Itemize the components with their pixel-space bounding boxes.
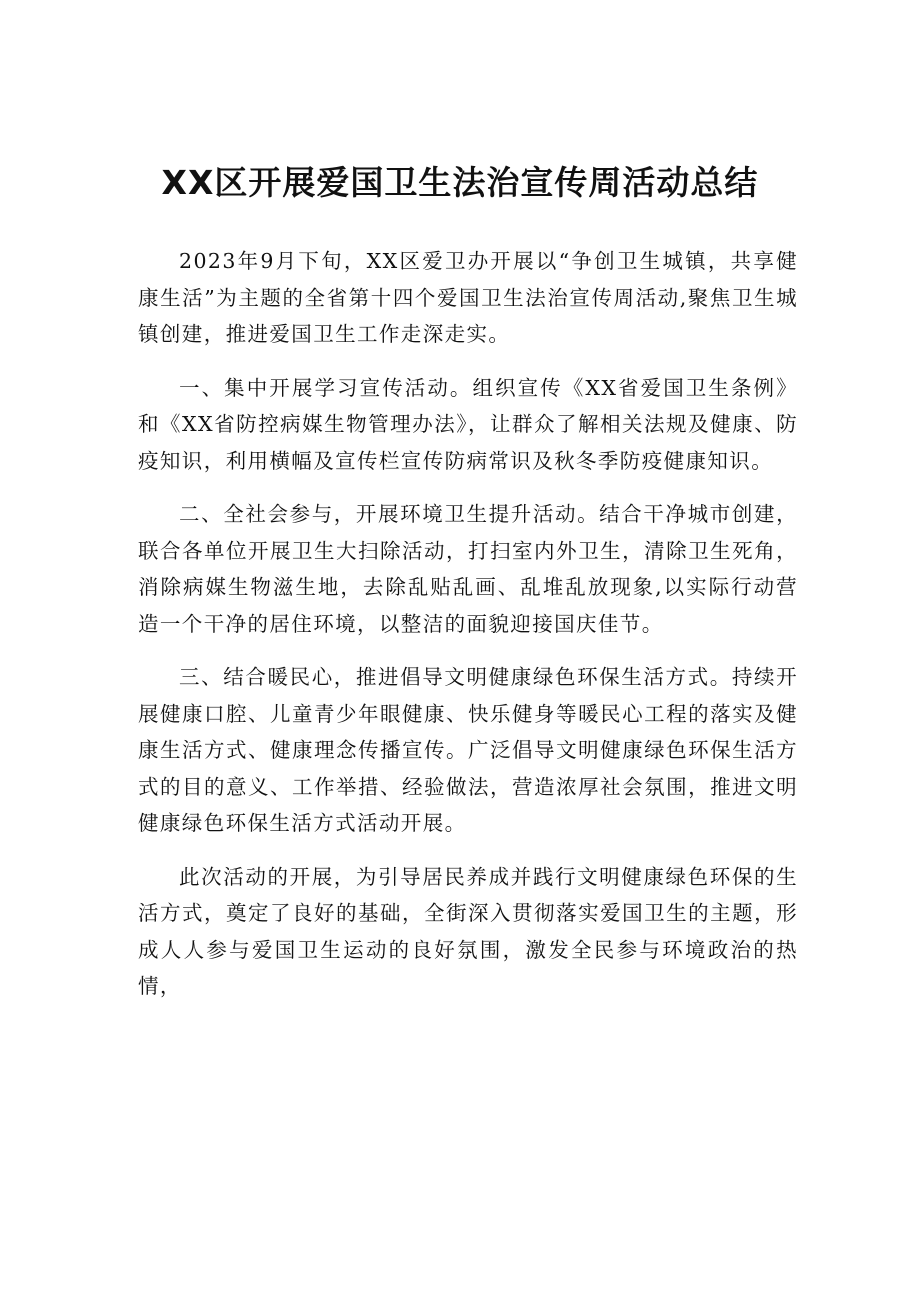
document-body [138,243,798,1022]
paragraph-section-3: 三、结合暖民心，推进倡导文明健康绿色环保生活方式。持续开展健康口腔、儿童青少年眼健康、快乐健身等暖民心工程的落实及健康生活方式、健康理念传播宣传。广泛倡导文明健康绿色环保生活方式的目的意义、工作举措、经验做法，营造浓厚社会氛围，推进文明健康绿色环保生活方式活动开展。 [138,665,798,835]
paragraph-intro: 2023年9月下旬，XX区爱卫办开展以“争创卫生城镇，共享健康生活”为主题的全省第十四个爱国卫生法治宣传周活动,聚焦卫生城镇创建，推进爱国卫生工作走深走实。 [138,249,798,346]
paragraph-conclusion: 此次活动的开展，为引导居民养成并践行文明健康绿色环保的生活方式，奠定了良好的基础，全街深入贯彻落实爱国卫生的主题，形成人人参与爱国卫生运动的良好氛围，激发全民参与环境政治的热情， [138,864,798,998]
paragraph-section-2: 二、全社会参与，开展环境卫生提升活动。结合干净城市创建，联合各单位开展卫生大扫除活动，打扫室内外卫生，清除卫生死角，消除病媒生物滋生地，去除乱贴乱画、乱堆乱放现象,以实际行动营造一个干净的居住环境，以整洁的面貌迎接国庆佳节。 [138,502,798,636]
paragraph-section-1: 一、集中开展学习宣传活动。组织宣传《XX省爱国卫生条例》和《XX省防控病媒生物管理办法》，让群众了解相关法规及健康、防疫知识，利用横幅及宣传栏宣传防病常识及秋冬季防疫健康知识。 [138,375,798,473]
document-title: XX区开展爱国卫生法治宣传周活动总结 [161,163,759,202]
